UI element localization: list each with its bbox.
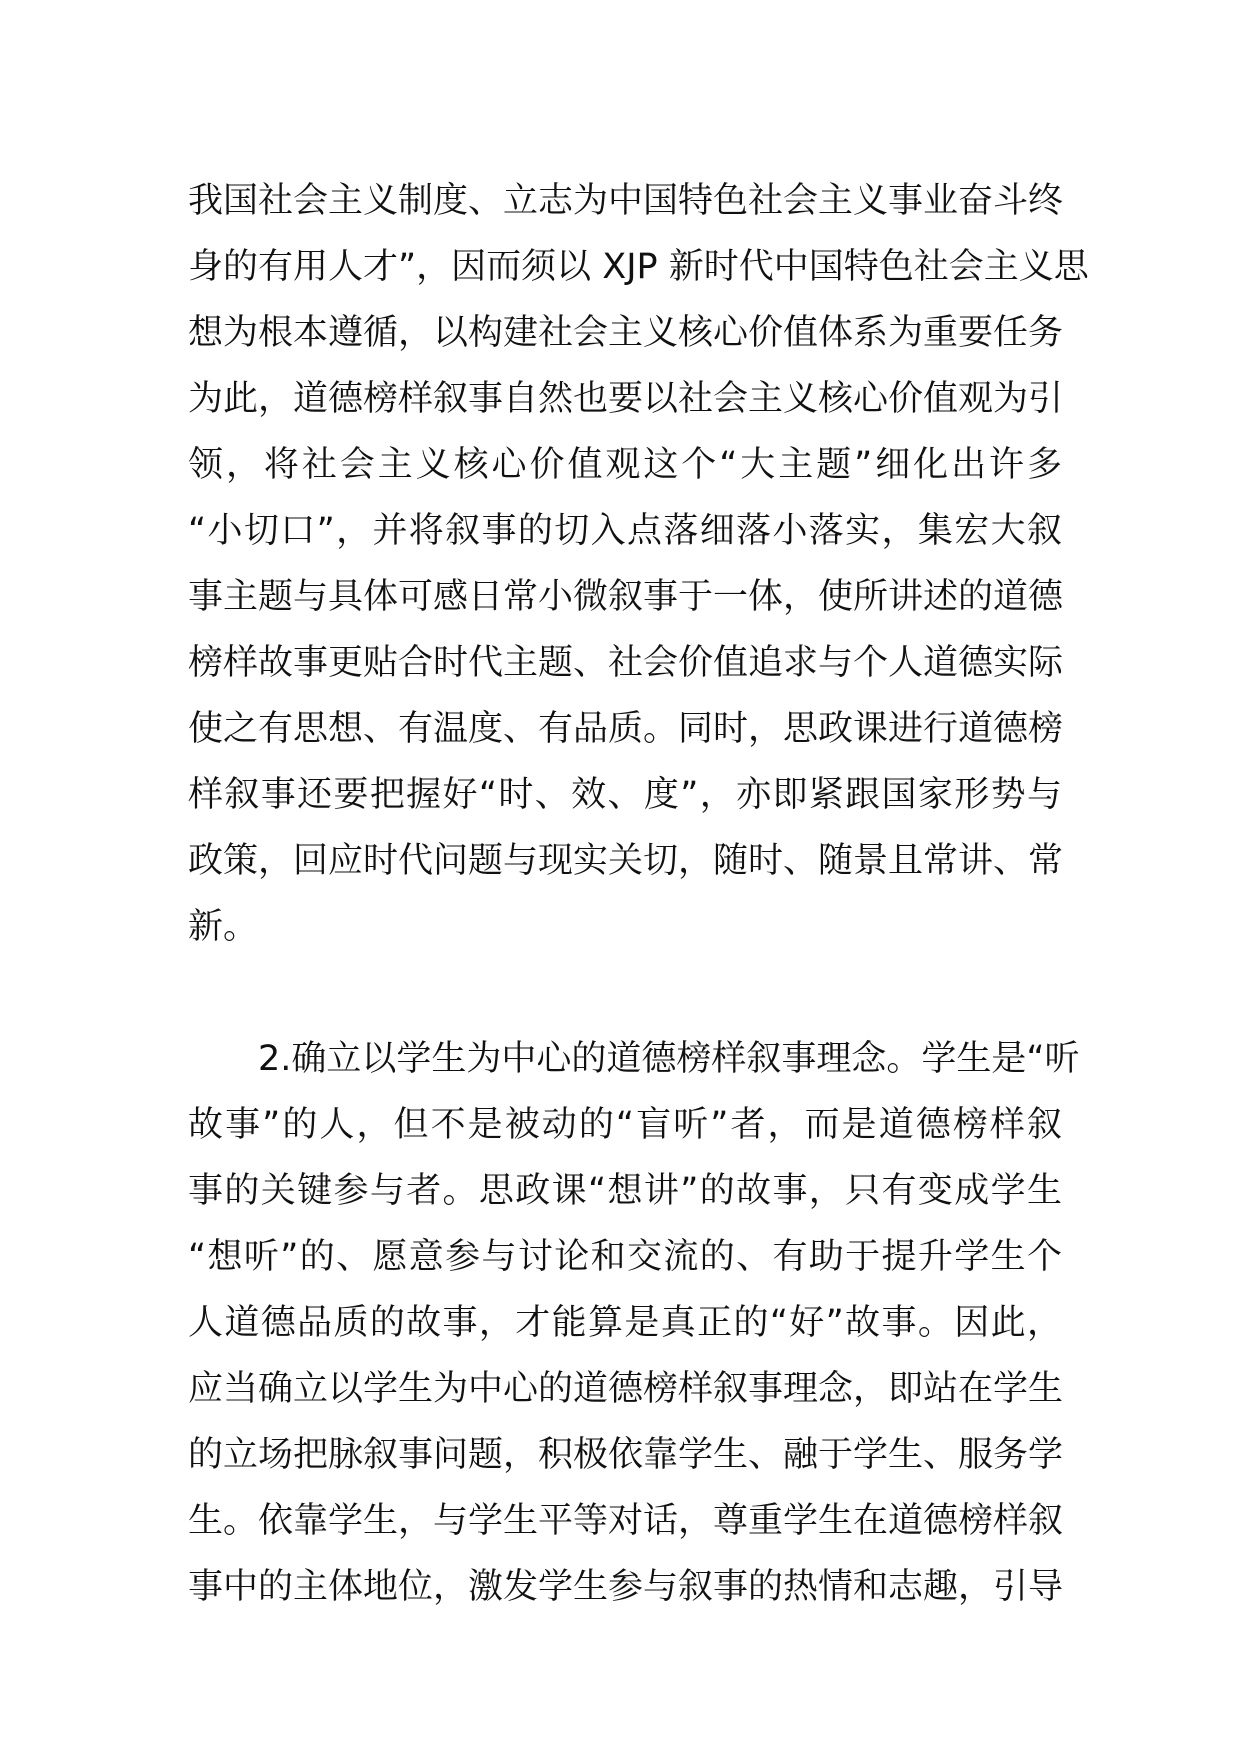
text-line: 为此，道德榜样叙事自然也要以社会主义核心价值观为引: [188, 379, 1064, 419]
text-line: 政策，回应时代问题与现实关切，随时、随景且常讲、常: [188, 841, 1064, 881]
text-line: 故事”的人，但不是被动的“盲听”者，而是道德榜样叙: [188, 1105, 1062, 1145]
paragraph-2: [188, 1026, 1080, 1620]
paragraph-gap: [188, 960, 1062, 1026]
text-line: 榜样故事更贴合时代主题、社会价值追求与个人道德实际: [188, 643, 1064, 683]
paragraph-1: [188, 168, 1089, 960]
text-line: 想为根本遵循，以构建社会主义核心价值体系为重要任务: [188, 313, 1064, 353]
text-line: 应当确立以学生为中心的道德榜样叙事理念，即站在学生: [188, 1369, 1064, 1409]
text-line: 人道德品质的故事，才能算是真正的“好”故事。因此，: [188, 1303, 1062, 1343]
text-line: “小切口”，并将叙事的切入点落细落小落实，集宏大叙: [188, 511, 1062, 551]
text-line: 的立场把脉叙事问题，积极依靠学生、融于学生、服务学: [188, 1435, 1064, 1475]
text-line: 事的关键参与者。思政课“想讲”的故事，只有变成学生: [188, 1171, 1062, 1211]
text-line: “想听”的、愿意参与讨论和交流的、有助于提升学生个: [188, 1237, 1062, 1277]
text-line: 我国社会主义制度、立志为中国特色社会主义事业奋斗终: [188, 181, 1064, 221]
text-line: 事主题与具体可感日常小微叙事于一体，使所讲述的道德: [188, 577, 1064, 617]
text-line: 事中的主体地位，激发学生参与叙事的热情和志趣，引导: [188, 1567, 1064, 1607]
text-line: 样叙事还要把握好“时、效、度”，亦即紧跟国家形势与: [188, 775, 1062, 815]
text-line: 使之有思想、有温度、有品质。同时，思政课进行道德榜: [188, 709, 1064, 749]
text-line: 2.确立以学生为中心的道德榜样叙事理念。学生是“听: [188, 1039, 1080, 1079]
document-body: [188, 168, 1089, 1620]
text-line: 生。依靠学生，与学生平等对话，尊重学生在道德榜样叙: [188, 1501, 1064, 1541]
text-line: 领，将社会主义核心价值观这个“大主题”细化出许多: [188, 445, 1062, 485]
text-line: 身的有用人才”，因而须以 XJP 新时代中国特色社会主义思: [188, 247, 1089, 287]
text-line: 新。: [188, 907, 259, 947]
